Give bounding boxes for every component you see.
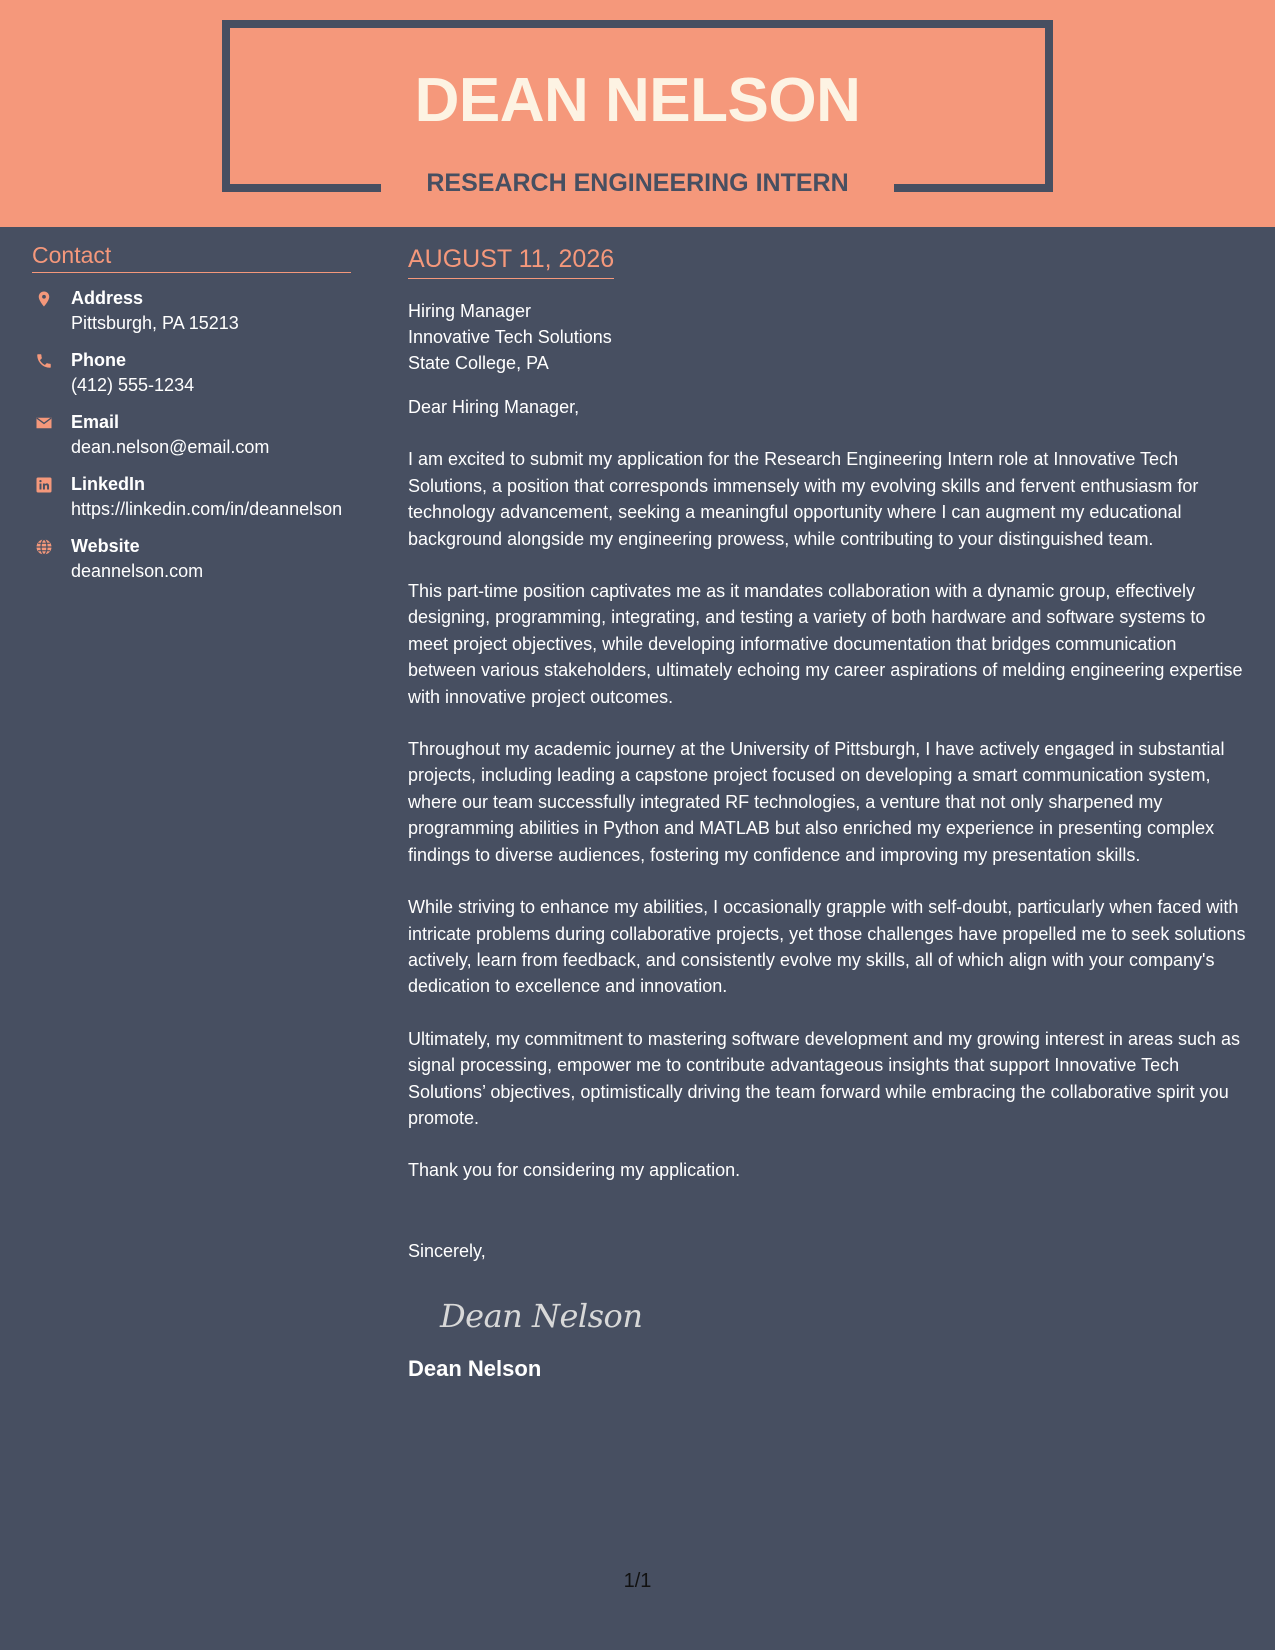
contact-address xyxy=(32,286,351,335)
contact-label: Phone xyxy=(71,350,127,370)
contact-value[interactable]: deannelson.com xyxy=(71,561,204,581)
letter-date: AUGUST 11, 2026 xyxy=(408,243,614,279)
contact-phone xyxy=(32,348,351,397)
page-number: 1/1 xyxy=(623,1570,652,1592)
candidate-name: DEAN NELSON xyxy=(414,66,861,135)
salutation: Dear Hiring Manager, xyxy=(408,397,580,417)
contact-value: dean.nelson@email.com xyxy=(71,437,270,457)
paragraph: While striving to enhance my abilities, I occasionally grapple with self-doubt, particularly when faced with intricate problems during collaborative projects, yet those challenges have propelled me to seek solutions actively, learn from feedback, and consistently evolve my skills, all of which align with your company's dedication to excellence and innovation. xyxy=(408,897,1246,997)
paragraph: This part-time position captivates me as it mandates collaboration with a dynamic group, effectively designing, programming, integrating, and testing a variety of both hardware and software systems to meet project objectives, while developing informative documentation that bridges communication between various stakeholders, ultimately echoing my career aspirations of melding engineering expertise with innovative project outcomes. xyxy=(408,581,1243,707)
contact-email xyxy=(32,410,351,459)
paragraph: Throughout my academic journey at the University of Pittsburgh, I have actively engaged in substantial projects, including leading a capstone project focused on developing a smart communication system, where our team successfully integrated RF technologies, a venture that not only sharpened my programming abilities in Python and MATLAB but also enriched my experience in presenting complex findings to diverse audiences, fostering my confidence and improving my presentation skills. xyxy=(408,739,1225,865)
contact-sidebar xyxy=(32,240,351,583)
paragraph: Ultimately, my commitment to mastering software development and my growing interest in areas such as signal processing, empower me to contribute advantageous insights that support Innovative Tech Solutions’ objectives, optimistically driving the team forward while embracing the collaborative spirit you promote. xyxy=(408,1028,1240,1128)
recipient-line: Hiring Manager xyxy=(408,301,532,321)
email-icon xyxy=(35,414,53,432)
letter-body xyxy=(408,243,1248,1384)
contact-value: Pittsburgh, PA 15213 xyxy=(71,313,239,333)
frame-top-bar xyxy=(222,20,1053,28)
paragraph: Thank you for considering my application. xyxy=(408,1160,741,1181)
contact-label: LinkedIn xyxy=(71,474,146,494)
linkedin-icon xyxy=(35,476,53,494)
contact-linkedin xyxy=(32,472,351,521)
closing: Sincerely, xyxy=(408,1240,486,1261)
contact-label: Email xyxy=(71,412,120,432)
contact-value: (412) 555-1234 xyxy=(71,375,195,395)
globe-icon xyxy=(35,538,53,556)
contact-label: Website xyxy=(71,536,140,556)
contact-website xyxy=(32,534,351,583)
contact-heading: Contact xyxy=(32,240,351,273)
header-banner xyxy=(0,0,1275,227)
recipient-block xyxy=(408,298,1248,376)
map-pin-icon xyxy=(35,290,53,308)
recipient-line: Innovative Tech Solutions xyxy=(408,327,612,347)
signature-image: Dean Nelson xyxy=(440,1297,643,1336)
paragraph: I am excited to submit my application for the Research Engineering Intern role at Innovative Tech Solutions, a position that corresponds immensely with my evolving skills and fervent enthusiasm for technology advancement, seeking a meaningful opportunity where I can augment my educational background alongside my engineering prowess, while contributing to your distinguished team. xyxy=(408,449,1199,549)
job-title: RESEARCH ENGINEERING INTERN xyxy=(426,169,849,197)
phone-icon xyxy=(35,352,53,370)
recipient-line: State College, PA xyxy=(408,353,549,373)
signer-name: Dean Nelson xyxy=(408,1356,542,1382)
contact-label: Address xyxy=(71,288,144,308)
contact-value[interactable]: https://linkedin.com/in/deannelson xyxy=(71,499,343,519)
